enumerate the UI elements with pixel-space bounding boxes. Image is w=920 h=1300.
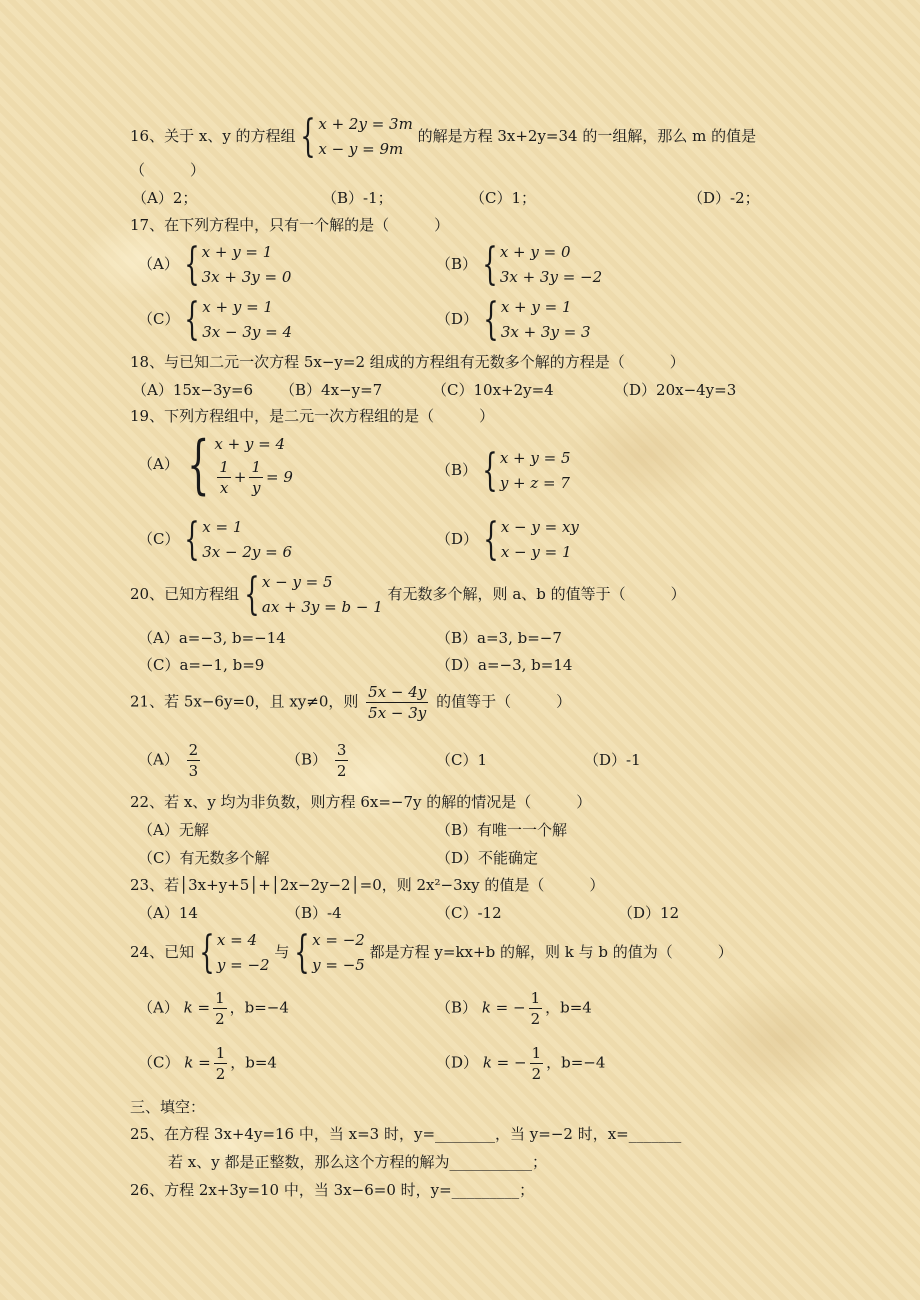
q19-stem: 19、下列方程组中，是二元一次方程组的是（ ） [130, 407, 495, 425]
q22-option-a: （A）无解 [138, 821, 209, 839]
section-title: 三、填空： [130, 1098, 206, 1116]
frac-num: 1 [215, 1044, 226, 1062]
q17-b-eq1: x + y = 0 [499, 243, 571, 261]
q24-s1-eq2: y = −2 [216, 956, 270, 974]
q20-post: 有无数多个解，则 a、b 的值等于（ ） [387, 585, 686, 603]
q19-b-eq1: x + y = 5 [499, 449, 571, 467]
q22-stem: 22、若 x、y 均为非负数，则方程 6x=−7y 的解的情况是（ ） [130, 793, 592, 811]
q16-system [300, 112, 412, 162]
brace-icon: { [186, 428, 210, 502]
q17-option-d [436, 295, 591, 345]
q18-option-b: （B）4x−y=7 [280, 381, 383, 399]
q21-option-b [286, 740, 351, 781]
q25-line1: 25、在方程 3x+4y=16 中，当 x=3 时，y=________，当 y=−2 时，x=_______ [130, 1125, 682, 1143]
frac-num: 5x − 4y [368, 683, 427, 701]
q19-a-eq1: x + y = 4 [214, 435, 286, 453]
q17-d-eq2: 3x + 3y = 3 [500, 323, 591, 341]
q16-eq1: x + 2y = 3m [318, 115, 413, 133]
q17-c-label: （C） [138, 310, 180, 328]
q19-c-label: （C） [138, 530, 180, 548]
q23-stem: 23、若│3x+y+5│+│2x−2y−2│=0，则 2x²−3xy 的值是（ ） [130, 876, 605, 894]
q19-a-rhs: = 9 [266, 468, 293, 486]
q18-option-d: （D）20x−4y=3 [614, 381, 737, 399]
frac-den: 5x − 3y [368, 704, 427, 722]
q24-option-a [138, 988, 289, 1029]
q24-mid: 与 [274, 943, 290, 961]
q24-b-label: （B） [436, 998, 478, 1017]
q24-s2-eq2: y = −5 [312, 956, 365, 974]
q21-option-d: （D）-1 [584, 751, 641, 769]
q16-option-b: （B）-1； [322, 189, 393, 207]
q18-option-c: （C）10x+2y=4 [432, 381, 554, 399]
brace-icon: { [184, 514, 200, 565]
q19-d-eq2: x − y = 1 [500, 543, 572, 561]
q18-stem: 18、与已知二元一次方程 5x−y=2 组成的方程组有无数多个解的方程是（ ） [130, 353, 685, 371]
frac-den: 2 [215, 1065, 226, 1083]
q20-eq1: x − y = 5 [261, 573, 333, 591]
brace-icon: { [183, 239, 200, 290]
plus-sign: + [233, 468, 247, 486]
q16-option-d: （D）-2； [688, 189, 760, 207]
q24-a-label: （A） [138, 998, 179, 1017]
brace-icon: { [244, 569, 260, 620]
q21-pre: 21、若 5x−6y=0，且 xy≠0，则 [130, 692, 359, 711]
q21-a-label: （A） [138, 750, 179, 769]
q17-a-eq2: 3x + 3y = 0 [201, 268, 292, 286]
q19-option-b [436, 446, 571, 496]
brace-icon: { [184, 294, 200, 345]
q22-option-b: （B）有唯一一个解 [436, 821, 568, 839]
q21-option-c: （C）1 [436, 751, 488, 769]
q21-stem [130, 682, 571, 723]
frac-den: x [219, 479, 229, 497]
q24-stem [130, 928, 733, 978]
q19-option-c [138, 515, 292, 565]
q16-eq2: x − y = 9m [318, 140, 404, 158]
q21-post: 的值等于（ ） [436, 692, 572, 711]
frac-num: 1 [531, 1044, 542, 1062]
q24-option-c [138, 1043, 277, 1084]
q16-stem [130, 112, 756, 162]
q26-line1: 26、方程 2x+3y=10 中，当 3x−6=0 时，y=_________； [130, 1181, 535, 1199]
q19-c-eq2: 3x − 2y = 6 [202, 543, 293, 561]
frac-den: y [252, 479, 261, 497]
q24-s2-eq1: x = −2 [312, 931, 365, 949]
q19-d-label: （D） [436, 530, 479, 548]
q16-pre: 16、关于 x、y 的方程组 [130, 127, 296, 145]
frac-num: 2 [188, 741, 199, 759]
q19-d-eq1: x − y = xy [500, 518, 579, 536]
q24-d-label: （D） [436, 1053, 479, 1072]
q24-c-label: （C） [138, 1053, 180, 1072]
q17-stem: 17、在下列方程中，只有一个解的是（ ） [130, 216, 450, 234]
q17-option-a [138, 240, 291, 290]
brace-icon: { [294, 927, 310, 978]
frac-num: 1 [215, 989, 225, 1007]
q19-a-eq2 [214, 457, 293, 498]
q23-option-a: （A）14 [138, 904, 198, 922]
q24-d-k: k = − [482, 1053, 527, 1072]
brace-icon: { [483, 294, 499, 345]
q20-option-a: （A）a=−3, b=−14 [138, 629, 286, 647]
q23-option-d: （D）12 [618, 904, 680, 922]
brace-icon: { [199, 927, 215, 978]
q17-option-c [138, 295, 292, 345]
q24-s1-eq1: x = 4 [216, 931, 257, 949]
frac-den: 2 [215, 1010, 225, 1028]
q21-option-a [138, 740, 203, 781]
q17-c-eq2: 3x − 3y = 4 [202, 323, 293, 341]
q20-option-c: （C）a=−1, b=9 [138, 656, 265, 674]
q19-a-label: （A） [138, 455, 179, 473]
brace-icon: { [300, 111, 317, 162]
q24-option-d [436, 1043, 605, 1084]
q16-blank: （ ） [130, 161, 206, 179]
q22-option-c: （C）有无数多个解 [138, 849, 270, 867]
q17-b-eq2: 3x + 3y = −2 [499, 268, 603, 286]
q17-d-label: （D） [436, 310, 479, 328]
q24-c-k: k = [184, 1053, 211, 1072]
q17-a-label: （A） [138, 255, 179, 273]
frac-den: 2 [336, 762, 347, 780]
q22-option-d: （D）不能确定 [436, 849, 539, 867]
q24-a-k: k = [183, 998, 211, 1017]
brace-icon: { [482, 445, 498, 496]
q18-option-a: （A）15x−3y=6 [132, 381, 254, 399]
q20-option-b: （B）a=3, b=−7 [436, 629, 562, 647]
q24-d-b: ，b=−4 [546, 1053, 606, 1072]
brace-icon: { [483, 514, 499, 565]
q20-option-d: （D）a=−3, b=14 [436, 656, 573, 674]
q21-b-label: （B） [286, 750, 328, 769]
q19-option-d [436, 515, 579, 565]
q24-c-b: ，b=4 [230, 1053, 277, 1072]
q24-b-b: ，b=4 [545, 998, 592, 1017]
q24-b-k: k = − [481, 998, 526, 1017]
q21-fraction [366, 682, 428, 723]
q25-line2: 若 x、y 都是正整数，那么这个方程的解为___________； [168, 1153, 547, 1171]
q24-post: 都是方程 y=kx+b 的解，则 k 与 b 的值为（ ） [369, 943, 733, 961]
q16-option-c: （C）1； [470, 189, 537, 207]
frac-num: 1 [251, 458, 262, 476]
q23-option-c: （C）-12 [436, 904, 502, 922]
q19-b-eq2: y + z = 7 [499, 474, 570, 492]
q19-c-eq1: x = 1 [202, 518, 243, 536]
frac-num: 1 [219, 458, 229, 476]
frac-num: 1 [530, 989, 541, 1007]
q24-a-b: ，b=−4 [229, 998, 289, 1017]
frac-den: 2 [531, 1065, 542, 1083]
q24-option-b [436, 988, 592, 1029]
q20-eq2: ax + 3y = b − 1 [261, 598, 383, 616]
q16-option-a: （A）2； [132, 189, 198, 207]
q17-b-label: （B） [436, 255, 478, 273]
q23-option-b: （B）-4 [286, 904, 342, 922]
q16-post: 的解是方程 3x+2y=34 的一组解，那么 m 的值是 [417, 127, 757, 145]
q20-pre: 20、已知方程组 [130, 585, 240, 603]
q17-d-eq1: x + y = 1 [500, 298, 572, 316]
frac-den: 2 [530, 1010, 541, 1028]
q19-option-a [138, 428, 293, 502]
q20-stem [130, 570, 686, 620]
q19-b-label: （B） [436, 461, 478, 479]
q17-a-eq1: x + y = 1 [201, 243, 273, 261]
q24-pre: 24、已知 [130, 943, 195, 961]
q17-c-eq1: x + y = 1 [202, 298, 273, 316]
q17-option-b [436, 240, 602, 290]
frac-num: 3 [336, 741, 347, 759]
frac-den: 3 [188, 762, 199, 780]
brace-icon: { [482, 239, 498, 290]
